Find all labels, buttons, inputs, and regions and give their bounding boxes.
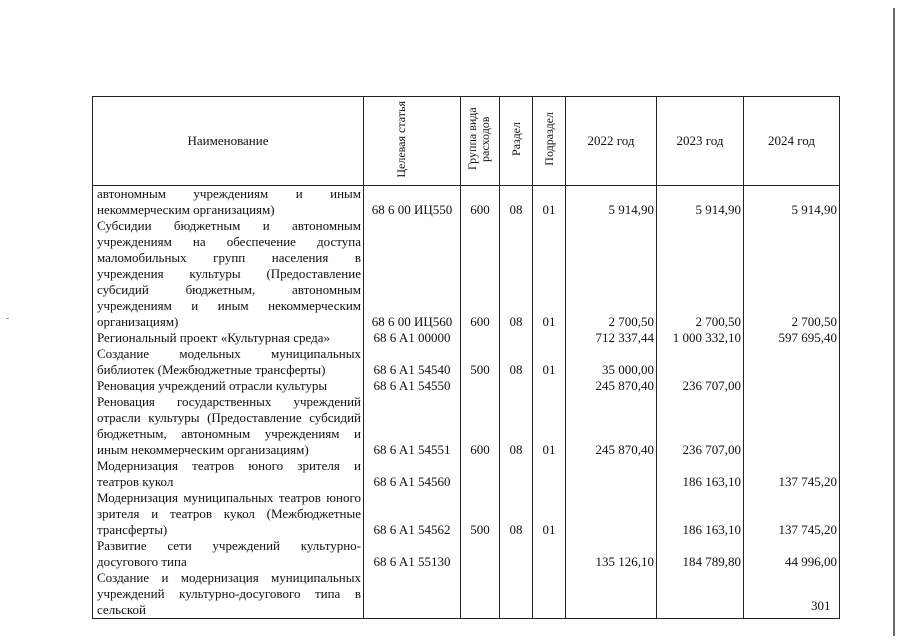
cell-target: 68 6 A1 54562 <box>364 490 461 538</box>
table-row <box>93 330 840 346</box>
cell-2022: 245 870,40 <box>566 378 657 394</box>
cell-group: 600 <box>461 394 500 458</box>
cell-2022 <box>566 490 657 538</box>
cell-group <box>461 570 500 619</box>
cell-2023 <box>657 570 744 619</box>
cell-2023: 236 707,00 <box>657 394 744 458</box>
cell-subsection: 01 <box>533 394 566 458</box>
header-group: Группа вида расходов <box>461 97 500 186</box>
cell-target: 68 6 A1 00000 <box>364 330 461 346</box>
cell-2022: 135 126,10 <box>566 538 657 570</box>
cell-2022: 245 870,40 <box>566 394 657 458</box>
table-row <box>93 490 840 538</box>
cell-name: Субсидии бюджетным и автономным учреждениям на обеспечение доступа маломобильных групп населения в учреждения культуры (Предоставление субсидий бюджетным, автономным учреждениям и иным некоммерческим организациям) <box>93 218 364 330</box>
cell-subsection <box>533 538 566 570</box>
cell-2022: 5 914,90 <box>566 186 657 219</box>
cell-2022: 2 700,50 <box>566 218 657 330</box>
cell-subsection: 01 <box>533 218 566 330</box>
cell-2022: 35 000,00 <box>566 346 657 378</box>
cell-target: 68 6 00 ИЦ560 <box>364 218 461 330</box>
budget-table <box>92 96 840 619</box>
header-2024: 2024 год <box>744 97 840 186</box>
table-row <box>93 394 840 458</box>
cell-name: Модернизация театров юного зрителя и театров кукол <box>93 458 364 490</box>
cell-section <box>500 378 533 394</box>
cell-2024 <box>744 378 840 394</box>
cell-group <box>461 378 500 394</box>
cell-section: 08 <box>500 394 533 458</box>
cell-2023: 236 707,00 <box>657 378 744 394</box>
cell-section: 08 <box>500 218 533 330</box>
cell-group <box>461 330 500 346</box>
cell-group: 500 <box>461 490 500 538</box>
cell-2022 <box>566 458 657 490</box>
cell-subsection <box>533 570 566 619</box>
cell-2023: 2 700,50 <box>657 218 744 330</box>
cell-target: 68 6 A1 54550 <box>364 378 461 394</box>
cell-2023: 5 914,90 <box>657 186 744 219</box>
cell-name: Реновация учреждений отрасли культуры <box>93 378 364 394</box>
cell-section <box>500 570 533 619</box>
cell-target: 68 6 A1 54560 <box>364 458 461 490</box>
cell-2024: 5 914,90 <box>744 186 840 219</box>
cell-2024: 597 695,40 <box>744 330 840 346</box>
cell-2024: 44 996,00 <box>744 538 840 570</box>
cell-2022 <box>566 570 657 619</box>
table-row <box>93 218 840 330</box>
header-2022: 2022 год <box>566 97 657 186</box>
cell-name: Создание и модернизация муниципальных учреждений культурно-досугового типа в сельской <box>93 570 364 619</box>
cell-target: 68 6 A1 55130 <box>364 538 461 570</box>
page-number: 301 <box>811 598 831 613</box>
cell-subsection <box>533 378 566 394</box>
cell-2023: 1 000 332,10 <box>657 330 744 346</box>
cell-2023: 186 163,10 <box>657 458 744 490</box>
cell-2023 <box>657 346 744 378</box>
header-section: Раздел <box>500 97 533 186</box>
table-row <box>93 570 840 619</box>
cell-section: 08 <box>500 186 533 219</box>
page-edge-line <box>893 8 895 636</box>
cell-target: 68 6 00 ИЦ550 <box>364 186 461 219</box>
cell-subsection <box>533 330 566 346</box>
cell-2022: 712 337,44 <box>566 330 657 346</box>
cell-2024: 137 745,20 <box>744 490 840 538</box>
cell-subsection: 01 <box>533 346 566 378</box>
cell-group: 500 <box>461 346 500 378</box>
cell-section <box>500 330 533 346</box>
cell-group <box>461 538 500 570</box>
header-target: Целевая статья <box>364 97 461 186</box>
cell-2023: 184 789,80 <box>657 538 744 570</box>
cell-target: 68 6 A1 54551 <box>364 394 461 458</box>
cell-2024: 2 700,50 <box>744 218 840 330</box>
header-name: Наименование <box>93 97 364 186</box>
margin-mark <box>6 318 9 319</box>
table-row <box>93 538 840 570</box>
header-2023: 2023 год <box>657 97 744 186</box>
cell-subsection <box>533 458 566 490</box>
table-row <box>93 458 840 490</box>
cell-target: 68 6 A1 54540 <box>364 346 461 378</box>
table-row <box>93 346 840 378</box>
cell-name: Создание модельных муниципальных библиотек (Межбюджетные трансферты) <box>93 346 364 378</box>
cell-name: Региональный проект «Культурная среда» <box>93 330 364 346</box>
cell-2024: 137 745,20 <box>744 458 840 490</box>
header-subsection: Подраздел <box>533 97 566 186</box>
table-row <box>93 186 840 219</box>
cell-target <box>364 570 461 619</box>
table-row <box>93 378 840 394</box>
cell-group: 600 <box>461 186 500 219</box>
cell-name: автономным учреждениям и иным некоммерческим организациям) <box>93 186 364 219</box>
table-header-row <box>93 97 840 186</box>
cell-section: 08 <box>500 346 533 378</box>
cell-section <box>500 538 533 570</box>
cell-2024 <box>744 394 840 458</box>
cell-section: 08 <box>500 490 533 538</box>
cell-section <box>500 458 533 490</box>
cell-subsection: 01 <box>533 186 566 219</box>
cell-group <box>461 458 500 490</box>
cell-2023: 186 163,10 <box>657 490 744 538</box>
cell-2024 <box>744 346 840 378</box>
cell-name: Модернизация муниципальных театров юного зрителя и театров кукол (Межбюджетные трансферты) <box>93 490 364 538</box>
cell-name: Развитие сети учреждений культурно-досугового типа <box>93 538 364 570</box>
cell-name: Реновация государственных учреждений отрасли культуры (Предоставление субсидий бюджетным, автономным учреждениям и иным некоммерческим организациям) <box>93 394 364 458</box>
cell-subsection: 01 <box>533 490 566 538</box>
budget-table-frame <box>92 96 840 619</box>
cell-group: 600 <box>461 218 500 330</box>
